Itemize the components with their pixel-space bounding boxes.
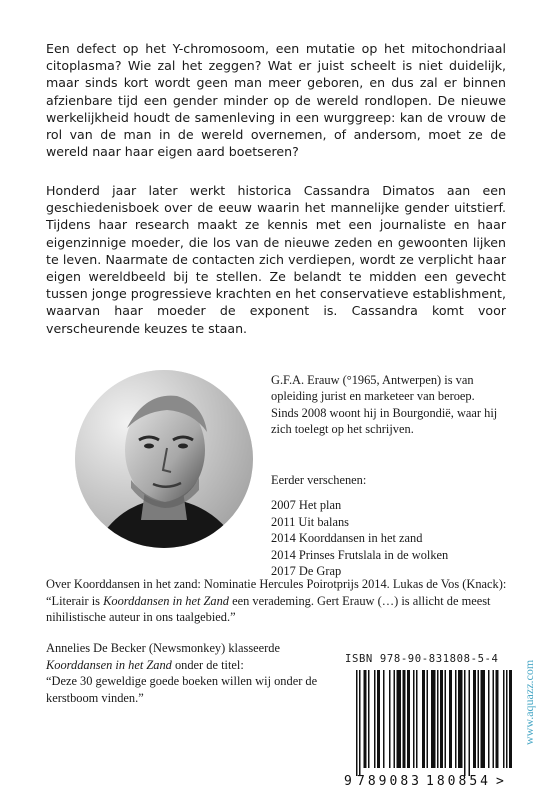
barcode-bar — [473, 670, 476, 768]
barcode-bar — [481, 670, 486, 768]
author-bio: G.F.A. Erauw (°1965, Antwerpen) is van opleiding jurist en marketeer van beroep. Sinds 2008 woont hij in Bourgondië, waar hij zich toelegt op het schrijven. — [271, 373, 498, 437]
barcode-digit-first: 9 — [344, 774, 352, 789]
barcode-bar — [493, 670, 495, 768]
barcode-bar — [503, 670, 505, 768]
review-quote-book-title: Koorddansen in het Zand — [103, 593, 229, 608]
previous-book-item: 2017 De Grap — [271, 564, 342, 579]
barcode-bar — [464, 670, 466, 776]
barcode-bar — [445, 670, 447, 768]
barcode-bar — [478, 670, 480, 768]
barcode-bar — [458, 670, 463, 768]
barcode-bars — [356, 670, 512, 776]
barcode-bar — [413, 670, 415, 768]
newsmonkey-mention — [46, 640, 336, 706]
newsmonkey-line-1: Annelies De Becker (Newsmonkey) klasseerde — [46, 641, 280, 655]
barcode-bar — [440, 670, 443, 768]
barcode-bar — [427, 670, 429, 768]
barcode-bar — [431, 670, 436, 768]
barcode-bar — [455, 670, 457, 768]
barcode-bar — [359, 670, 361, 776]
previous-books-heading: Eerder verschenen: — [271, 473, 367, 487]
newsmonkey-line-2: onder de titel: — [171, 657, 244, 672]
barcode-bar — [389, 670, 391, 768]
barcode-bar — [377, 670, 380, 768]
author-photo — [75, 370, 253, 548]
author-portrait-image — [75, 370, 253, 548]
barcode-bar — [449, 670, 452, 768]
blurb-paragraph-1: Een defect op het Y-chromosoom, een mutatie op het mitochondriaal citoplasma? Wie zal het zeggen? Wat er juist scheelt is niet duidelijk, maar sinds kort wordt geen man meer geboren, en dus zal er binnen afzienbare tijd een gender minder op de wereld rondlopen. De nieuwe werkelijkheid houdt de samenleving in een wurggreep: kan de vrouw de rol van de man in de wereld overnemen, of andersom, moet ze de wereld naar haar eigen aard boetseren? — [46, 41, 506, 160]
previous-book-item: 2014 Koorddansen in het zand — [271, 531, 423, 546]
previous-book-item: 2007 Het plan — [271, 498, 342, 512]
barcode-bar — [368, 670, 370, 768]
blurb-paragraph-2: Honderd jaar later werkt historica Cassandra Dimatos aan een geschiedenisboek over de eeuw waarin het mannelijke gender uitstierf. Tijdens haar research maakt ze kennis met een journaliste en haar eigenzinnige moeder, die los van de nieuwe zeden en gewoonten lijken te leven. Naarmate de contacten zich verdiepen, wordt ze verplicht haar eigen wereldbeeld bij te stellen. Ze belandt te midden een gevecht tussen jonge progressieve krachten en het conservatieve establishment, waarvan haar moeder de exponent is. Cassandra komt voor verscheurende keuzes te staan. — [46, 183, 506, 336]
barcode-arrow: > — [496, 774, 504, 789]
barcode-bar — [416, 670, 418, 768]
barcode-bar — [374, 670, 376, 768]
isbn-label: ISBN 978-90-831808-5-4 — [345, 653, 499, 665]
previous-books-list — [271, 497, 448, 580]
barcode-bar — [496, 670, 499, 768]
previous-book-item: 2011 Uit balans — [271, 514, 350, 529]
barcode-bar — [397, 670, 402, 768]
isbn-barcode — [342, 668, 512, 790]
previous-book-item: 2014 Prinses Frutslala in de wolken — [271, 547, 449, 562]
barcode-bar — [506, 670, 508, 768]
review-quote-text: Over Koorddansen in het zand: Nominatie Hercules Poirotprijs 2014. Lukas de Vos (Knack): “Literair is — [46, 577, 507, 608]
barcode-bar — [469, 670, 471, 776]
newsmonkey-line-3: “Deze 30 geweldige goede boeken willen wij onder de kerstboom vinden.” — [46, 674, 318, 705]
review-quote — [46, 576, 510, 626]
barcode-bar — [383, 670, 385, 768]
barcode-digits-group-2: 180854 — [426, 774, 488, 789]
barcode-bar — [437, 670, 439, 768]
barcode-digits-group-1: 789083 — [357, 774, 419, 789]
barcode-bar — [407, 670, 410, 768]
barcode-bar — [394, 670, 396, 768]
publisher-website[interactable]: www.aquazz.com — [522, 659, 536, 745]
barcode-bar — [356, 670, 358, 776]
barcode-bar — [422, 670, 425, 768]
newsmonkey-book-title: Koorddansen in het Zand — [46, 657, 172, 672]
barcode-bar — [509, 670, 512, 768]
barcode-bar — [403, 670, 406, 768]
barcode-bar — [364, 670, 367, 768]
review-quote-text-end: een verademing. Gert Erauw (…) is allicht de meest nihilistische auteur in ons taalgebied.” — [46, 593, 491, 625]
barcode-bar — [488, 670, 490, 768]
